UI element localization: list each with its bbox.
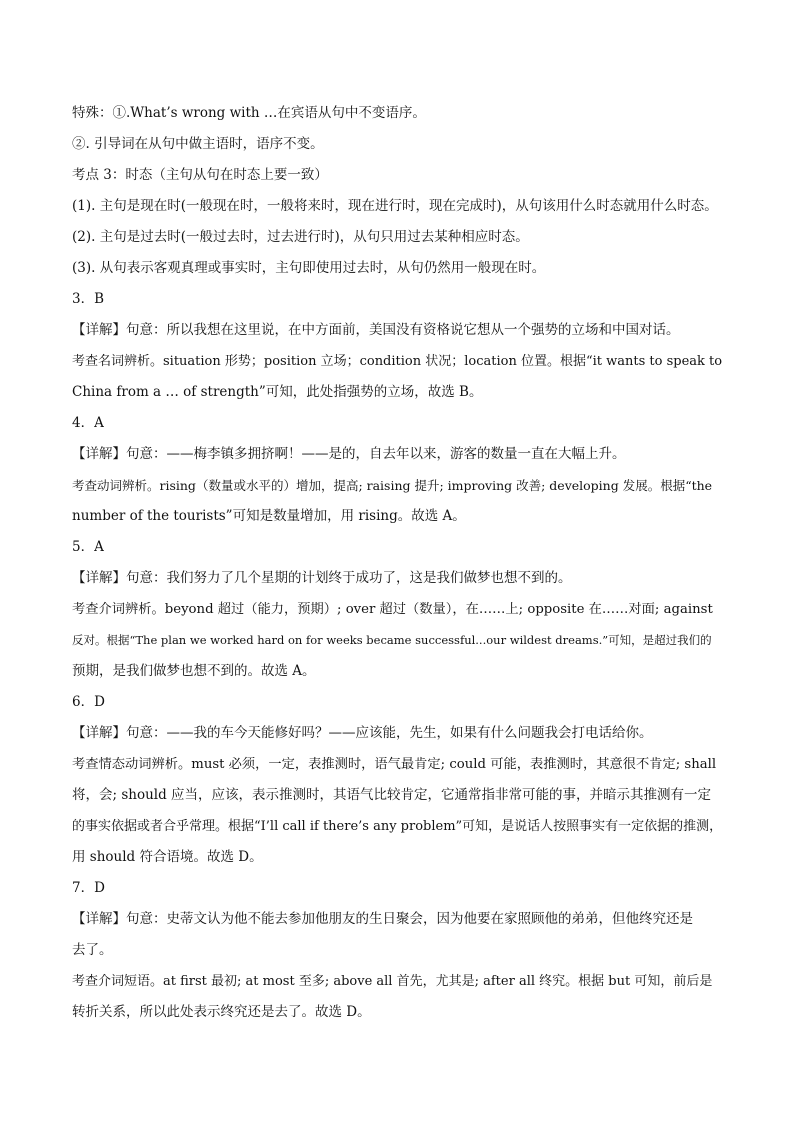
text-line: 特殊：①.What’s wrong with …在宾语从句中不变语序。 xyxy=(72,105,426,121)
text-line: 考查情态动词辨析。must 必须，一定，表推测时，语气最肯定; could 可能，表推测时，其意很不肯定; shall xyxy=(72,757,717,772)
text-line: 【详解】句意：所以我想在这里说，在中方面前，美国没有资格说它想从一个强势的立场和中国对话。 xyxy=(72,322,680,338)
text-line: 考查介词短语。at first 最初; at most 至多; above all 首先，尤其是; after all 终究。根据 but 可知，前后是 xyxy=(72,974,713,989)
text-line: (3). 从句表示客观真理或事实时，主句即使用过去时，从句仍然用一般现在时。 xyxy=(72,260,546,276)
text-line: China from a … of strength”可知，此处指强势的立场，故选 B。 xyxy=(72,384,483,400)
text-line: 【详解】句意：我们努力了几个星期的计划终于成功了，这是我们做梦也想不到的。 xyxy=(72,570,572,586)
text-line: (2). 主句是过去时(一般过去时，过去进行时)，从句只用过去某种相应时态。 xyxy=(72,229,529,245)
text-line: 【详解】句意：史蒂文认为他不能去参加他朋友的生日聚会，因为他要在家照顾他的弟弟，但他终究还是 xyxy=(72,911,693,927)
question-number: 4．A xyxy=(72,415,104,431)
text-line: ②. 引导词在从句中做主语时，语序不变。 xyxy=(72,136,324,152)
text-line: 考查介词辨析。beyond 超过（能力，预期）; over 超过（数量），在……上; opposite 在……对面; against xyxy=(72,602,713,617)
text-line: 预期，是我们做梦也想不到的。故选 A。 xyxy=(72,663,316,679)
text-line: 考查名词辨析。situation 形势；position 立场；condition 状况；location 位置。根据“it wants to speak to xyxy=(72,354,723,369)
text-line: 考查动词辨析。rising（数量或水平的）增加，提高; raising 提升; improving 改善; developing 发展。根据“the xyxy=(72,478,713,493)
text-line: 考点 3：时态（主句从句在时态上要一致） xyxy=(72,167,328,183)
text-line: (1). 主句是现在时(一般现在时，一般将来时，现在进行时，现在完成时)，从句该用什么时态就用什么时态。 xyxy=(72,198,718,214)
text-line: 【详解】句意：——梅李镇多拥挤啊！——是的，自去年以来，游客的数量一直在大幅上升。 xyxy=(72,446,626,462)
text-line: 转折关系，所以此处表示终究还是去了。故选 D。 xyxy=(72,1004,371,1020)
text-line: 去了。 xyxy=(72,942,113,958)
document-body xyxy=(72,98,724,1028)
question-number: 7．D xyxy=(72,880,105,896)
text-line: 【详解】句意：——我的车今天能修好吗？——应该能，先生，如果有什么问题我会打电话给你。 xyxy=(72,725,653,741)
text-line: 用 should 符合语境。故选 D。 xyxy=(72,849,263,865)
question-number: 6．D xyxy=(72,694,105,710)
text-line: number of the tourists”可知是数量增加，用 rising。故选 A。 xyxy=(72,508,466,524)
text-line: 的事实依据或者合乎常理。根据“I’ll call if there’s any problem”可知，是说话人按照事实有一定依据的推测， xyxy=(72,819,723,834)
text-line: 反对。根据“The plan we worked hard on for weeks became successful...our wildest dreams.”可知，是超过我们的 xyxy=(72,633,712,647)
text-line: 将，会; should 应当，应该，表示推测时，其语气比较肯定，它通常指非常可能的事，并暗示其推测有一定 xyxy=(72,787,712,803)
question-number: 3．B xyxy=(72,291,105,307)
question-number: 5．A xyxy=(72,539,104,555)
